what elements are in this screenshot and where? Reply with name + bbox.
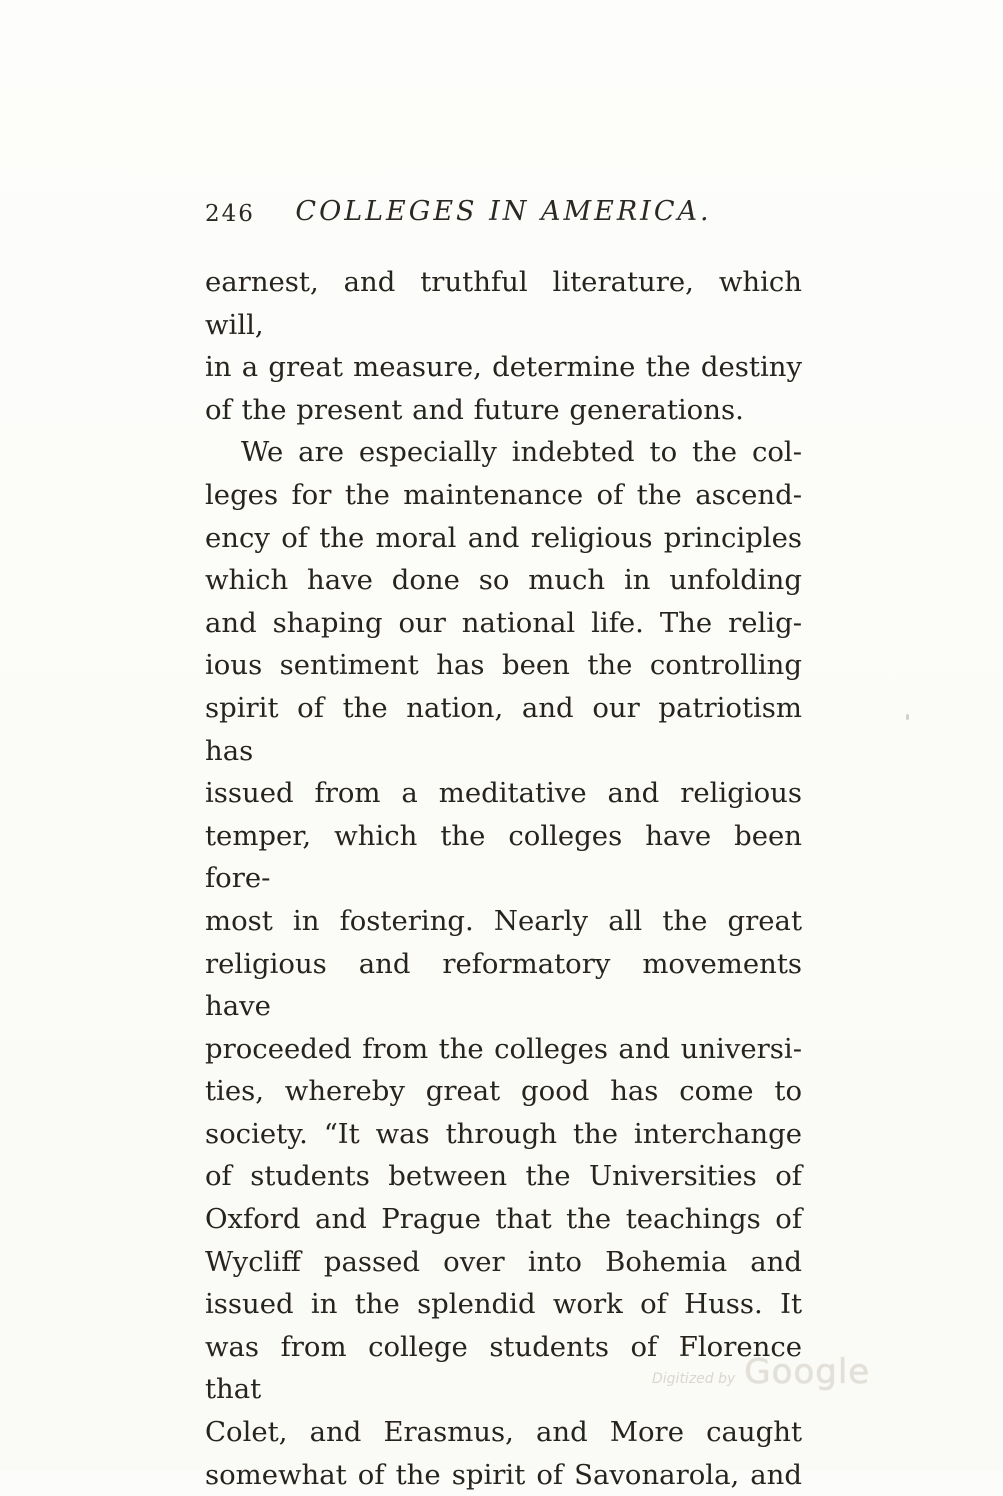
text-line: temper, which the colleges have been fore- [205, 819, 802, 895]
google-watermark-logo: Google [744, 1352, 871, 1392]
text-line: Oxford and Prague that the teachings of [205, 1203, 802, 1236]
text-line: proceeded from the colleges and universi- [205, 1032, 802, 1065]
text-line: of students between the Universities of [205, 1160, 802, 1193]
text-line: in a great measure, determine the destiny [205, 351, 802, 384]
text-line: Wycliff passed over into Bohemia and [205, 1245, 802, 1278]
watermark-prefix-text: Digitized by [652, 1371, 736, 1387]
text-line: earnest, and truthful literature, which will, [205, 266, 802, 341]
text-line: issued in the splendid work of Huss. It [205, 1288, 802, 1321]
text-line: ties, whereby great good has come to [205, 1075, 802, 1108]
text-line: issued from a meditative and religious [205, 777, 802, 810]
text-line: religious and reformatory movements have [205, 947, 802, 1023]
text-line: most in fostering. Nearly all the great [205, 904, 802, 937]
scan-speck [906, 714, 909, 720]
page-number: 246 [205, 201, 255, 227]
page-header [205, 196, 802, 236]
text-line: was from college students of Florence that [205, 1330, 802, 1406]
text-line: spirit of the nation, and our patriotism has [205, 691, 802, 767]
text-line: leges for the maintenance of the ascend- [205, 478, 802, 511]
running-head-title: COLLEGES IN AMERICA. [295, 196, 712, 227]
text-line: and shaping our national life. The relig- [205, 606, 802, 639]
text-line: ency of the moral and religious principles [205, 521, 802, 554]
text-line: ious sentiment has been the controlling [205, 649, 802, 682]
text-line: We are especially indebted to the col- [241, 436, 802, 469]
text-line: which have done so much in unfolding [205, 564, 802, 597]
text-line: somewhat of the spirit of Savonarola, and [205, 1458, 802, 1491]
text-line: society. “It was through the interchange [205, 1117, 802, 1150]
text-line: Colet, and Erasmus, and More caught [205, 1416, 802, 1449]
body-text-block [205, 261, 802, 1496]
text-line: of the present and future generations. [205, 393, 744, 426]
